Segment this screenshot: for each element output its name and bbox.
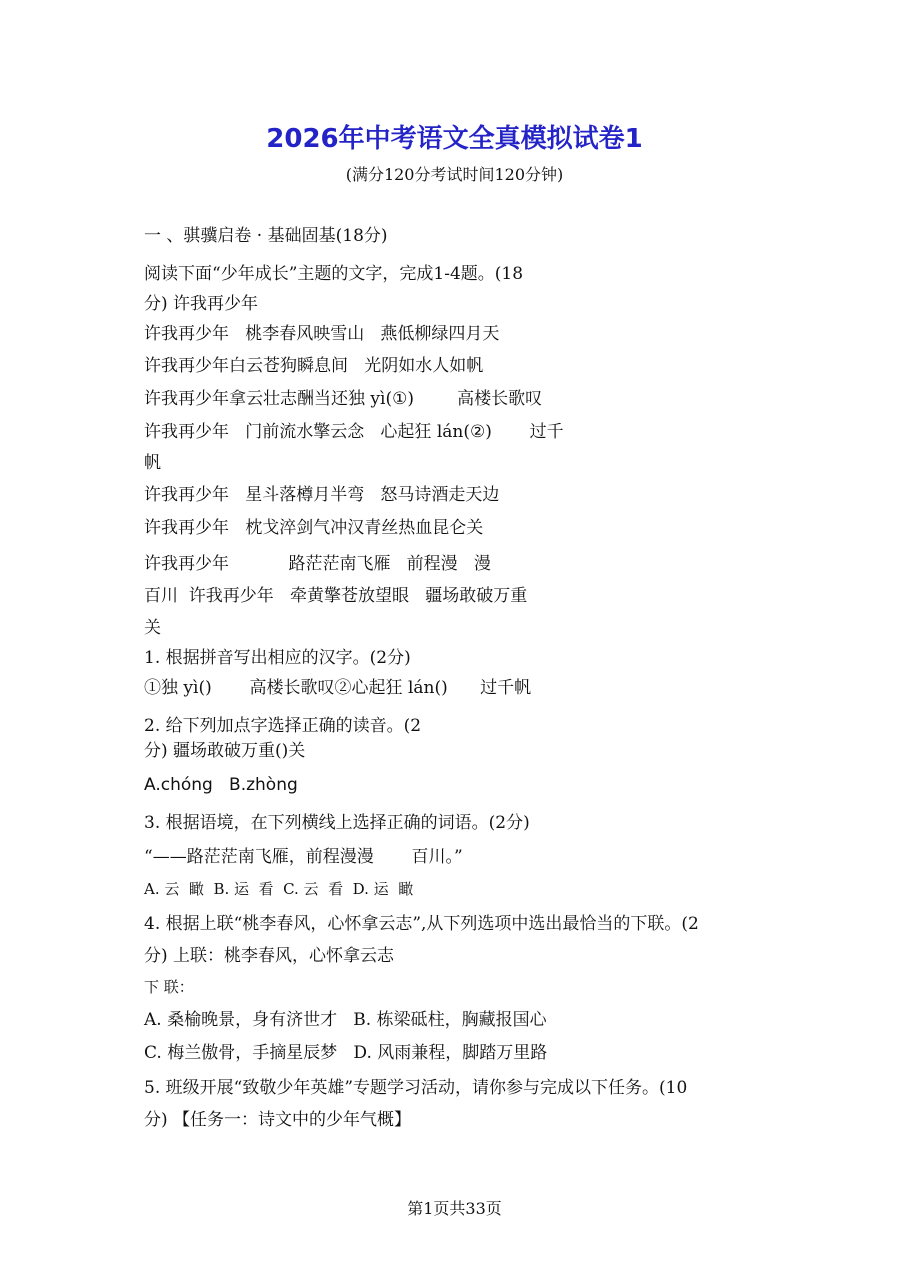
- reading-intro: 阅读下面“少年成长”主题的文字，完成1-4题。(18: [144, 264, 524, 284]
- reading-intro-cont: 分) 许我再少年: [144, 294, 259, 314]
- question-3-options: A. 云 瞰 B. 运 看 C. 云 看 D. 运 瞰: [144, 880, 414, 898]
- section-heading: 一 、骐骥启卷 · 基础固基(18分): [144, 226, 388, 246]
- question-2-cont: 分) 疆场敢破万重()关: [144, 741, 306, 761]
- question-4-cont: 分) 上联：桃李春风，心怀拿云志: [144, 946, 395, 966]
- poem-line: 许我再少年拿云壮志酬当还独 yì(①) 高楼长歌叹: [144, 389, 543, 409]
- poem-line: 许我再少年 桃李春风映雪山 燕低柳绿四月天: [144, 324, 500, 344]
- question-2: 2. 给下列加点字选择正确的读音。(2: [144, 716, 422, 736]
- poem-line: 许我再少年 枕戈淬剑气冲汉青丝热血昆仑关: [144, 518, 484, 538]
- poem-line: 许我再少年 星斗落樽月半弯 怒马诗酒走天边: [144, 485, 500, 505]
- question-1: 1. 根据拼音写出相应的汉字。(2分): [144, 648, 411, 668]
- question-4: 4. 根据上联“桃李春风，心怀拿云志”,从下列选项中选出最恰当的下联。(2: [144, 914, 699, 934]
- question-4-options-ab: A. 桑榆晚景，身有济世才 B. 栋梁砥柱，胸藏报国心: [144, 1010, 547, 1030]
- page-footer: 第1页共33页: [407, 1199, 502, 1218]
- question-5-cont: 分) 【任务一：诗文中的少年气概】: [144, 1110, 412, 1130]
- poem-line: 百川 许我再少年 牵黄擎苍放望眼 疆场敢破万重: [144, 586, 528, 606]
- question-5: 5. 班级开展“致敬少年英雄”专题学习活动，请你参与完成以下任务。(10: [144, 1078, 688, 1098]
- poem-line: 关: [144, 618, 161, 638]
- page-title: 2026年中考语文全真模拟试卷1: [266, 124, 643, 154]
- poem-line: 帆: [144, 453, 161, 473]
- poem-line: 许我再少年 门前流水擎云念 心起狂 lán(②) 过千: [144, 422, 564, 442]
- question-4-label: 下 联：: [144, 978, 194, 996]
- question-3-quote: “——路茫茫南飞雁，前程漫漫 百川。”: [144, 847, 463, 867]
- poem-line: 许我再少年 路茫茫南飞雁 前程漫 漫: [144, 554, 491, 574]
- poem-line: 许我再少年白云苍狗瞬息间 光阴如水人如帆: [144, 356, 484, 376]
- question-2-options: A.chóng B.zhòng: [144, 775, 298, 795]
- question-3: 3. 根据语境，在下列横线上选择正确的词语。(2分): [144, 813, 530, 833]
- question-1-blanks: ①独 yì() 高楼长歌叹②心起狂 lán() 过千帆: [144, 678, 532, 698]
- page-subtitle: (满分120分考试时间120分钟): [345, 165, 564, 184]
- question-4-options-cd: C. 梅兰傲骨，手摘星辰梦 D. 风雨兼程，脚踏万里路: [144, 1043, 548, 1063]
